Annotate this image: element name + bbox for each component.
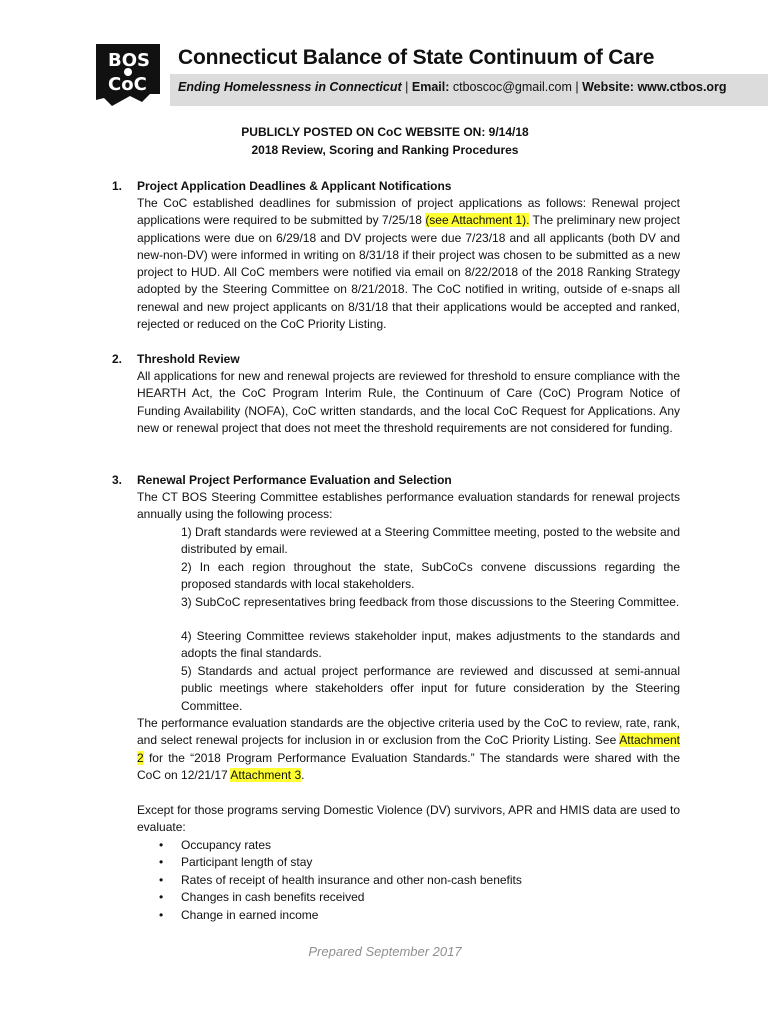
bullet-icon: • xyxy=(159,907,164,922)
list-item: • Change in earned income xyxy=(137,907,680,924)
section-1-heading: Project Application Deadlines & Applicant Notifications xyxy=(137,179,452,193)
svg-text:CoC: CoC xyxy=(108,74,147,95)
section-2-number: 2. xyxy=(112,352,123,366)
bullet-icon: • xyxy=(159,838,164,852)
section-1-body: The CoC established deadlines for submission of project applications as follows: Renewal project applications were required to be submitted by 7/25/18 (see Attachment 1). The preliminary new project applications were due on 6/29/18 and DV projects were due 7/23/18 and all applicants (both DV and new-non-DV) were informed in writing on 8/31/18 if their project was chosen to be submitted as a new project to HUD. All CoC members were notified via email on 8/22/2018 of the 2018 Ranking Strategy adopted by the Steering Committee on 8/21/2018. The CoC notified in writing, outside of e-snaps all renewal and new project applicants on 8/31/18 that their applications would be accepted and ranked, rejected or reduced on the CoC Priority Listing. xyxy=(137,196,680,332)
bullet-icon: • xyxy=(159,890,164,905)
section-3-number: 3. xyxy=(112,473,123,487)
attachment-2-reference: Attachment 2 xyxy=(137,733,680,765)
letterhead xyxy=(90,40,727,108)
email-label: Email: xyxy=(411,80,450,94)
website-label: Website: xyxy=(582,80,634,94)
bullet-icon: • xyxy=(159,872,164,887)
attachment-1-reference: (see Attachment 1). xyxy=(425,213,530,228)
document-subtitle: 2018 Review, Scoring and Ranking Procedures xyxy=(251,143,519,157)
website-link[interactable]: www.ctbos.org xyxy=(637,80,727,94)
tagline: Ending Homelessness in Connecticut xyxy=(178,80,402,94)
list-item: • Occupancy rates xyxy=(137,837,680,854)
bos-coc-logo xyxy=(90,40,168,108)
process-step-3: 3) SubCoC representatives bring feedback from those discussions to the Steering Committee. xyxy=(181,595,680,609)
organization-title: Connecticut Balance of State Continuum of Care xyxy=(178,46,655,69)
email-link[interactable]: ctboscoc@gmail.com xyxy=(452,80,572,94)
section-3-except: Except for those programs serving Domestic Violence (DV) survivors, APR and HMIS data are used to evaluate: xyxy=(137,803,680,835)
section-1-number: 1. xyxy=(112,179,123,193)
evaluation-criteria-list xyxy=(137,837,680,924)
section-2-heading: Threshold Review xyxy=(137,352,240,366)
section-3-heading: Renewal Project Performance Evaluation and Selection xyxy=(137,473,452,487)
list-item: • Participant length of stay xyxy=(137,854,680,871)
attachment-3-reference: Attachment 3 xyxy=(230,767,302,782)
section-3-intro: The CT BOS Steering Committee establishes performance evaluation standards for renewal projects annually using the following process: xyxy=(137,490,680,522)
process-step-5: 5) Standards and actual project performance are reviewed and discussed at semi-annual public meetings where stakeholders offer input for future consideration by the Steering Committee. xyxy=(181,664,680,713)
section-2-body: All applications for new and renewal projects are reviewed for threshold to ensure compliance with the HEARTH Act, the CoC Program Interim Rule, the Continuum of Care (CoC) Program Notice of Funding Availability (NOFA), CoC written standards, and the local CoC Request for Applications. Any new or renewal project that does not meet the threshold requirements are not considered for funding. xyxy=(137,369,680,435)
organization-contact-line xyxy=(178,80,727,94)
page-footer: Prepared September 2017 xyxy=(308,944,462,959)
separator: | xyxy=(575,80,579,94)
process-step-1: 1) Draft standards were reviewed at a Steering Committee meeting, posted to the website and distributed by email. xyxy=(181,525,680,557)
process-step-4: 4) Steering Committee reviews stakeholder input, makes adjustments to the standards and adopts the final standards. xyxy=(181,629,680,661)
bullet-icon: • xyxy=(159,855,164,870)
process-step-2: 2) In each region throughout the state, SubCoCs convene discussions regarding the proposed standards with local stakeholders. xyxy=(181,560,680,592)
svg-text:BOS: BOS xyxy=(108,50,150,71)
section-3-criteria: The performance evaluation standards are the objective criteria used by the CoC to review, rate, rank, and select renewal projects for inclusion in or exclusion from the CoC Priority Listing. See Attachment 2 for the “2018 Program Performance Evaluation Standards.” The standards were shared with the CoC on 12/21/17 Attachment 3. xyxy=(137,716,680,782)
list-item: • Changes in cash benefits received xyxy=(137,889,680,906)
list-item: • Rates of receipt of health insurance and other non-cash benefits xyxy=(137,872,680,889)
separator: | xyxy=(405,80,409,94)
posted-date-line: PUBLICLY POSTED ON CoC WEBSITE ON: 9/14/18 xyxy=(241,125,529,139)
